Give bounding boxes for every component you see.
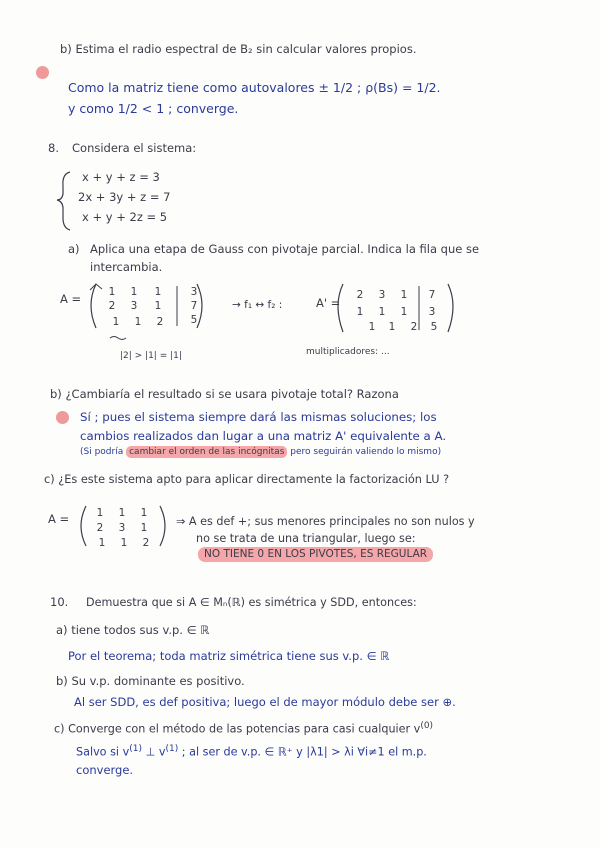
system-eq-1: x + y + z = 3 (82, 170, 160, 184)
question-10-number: 10. (50, 595, 69, 609)
highlight-unknowns: cambiar el orden de las incógnitas (126, 446, 287, 458)
question-10-title: Demuestra que si A ∈ Mₙ(ℝ) es simétrica y SDD, entonces: (86, 596, 417, 609)
answer-10c-part1: Salvo si v (76, 745, 130, 759)
matrix-A-cell: 2 (156, 316, 164, 328)
answer-8c-line2: no se trata de una triangular, luego se: (196, 532, 416, 545)
question-10c-prompt (54, 722, 433, 735)
superscript-0: (0) (420, 721, 434, 731)
matrix-A-label: A = (60, 292, 82, 306)
row-swap-note: → f₁ ↔ f₂ : (232, 299, 283, 311)
matrix-A-cell: 1 (154, 300, 162, 312)
answer-8b-line1: Sí ; pues el sistema siempre dará las mismas soluciones; los (80, 410, 437, 424)
matrix-A-cell: 1 (108, 286, 116, 298)
matrix-Ap-cell: 3 (428, 306, 436, 318)
matrix-Ap-cell: 2 (356, 289, 364, 301)
matrix-A-c-cell: 1 (98, 537, 106, 549)
matrix-A-cell: 3 (130, 300, 138, 312)
matrix-Ap-cell: 1 (400, 289, 408, 301)
question-8b-prompt: b) ¿Cambiaría el resultado si se usara pivotaje total? Razona (50, 387, 399, 401)
question-8a-label: a) (68, 242, 80, 256)
question-10c-text: c) Converge con el método de las potencias para casi cualquier v (54, 722, 421, 736)
answer-8b-line2: cambios realizados dan lugar a una matriz A' equivalente a A. (80, 429, 447, 443)
matrix-Ap-cell: 7 (428, 289, 436, 301)
matrix-A-label-c: A = (48, 512, 70, 526)
matrix-A-c-cell: 3 (118, 522, 126, 534)
matrix-A-cell: 1 (130, 286, 138, 298)
matrix-A-c-cell: 1 (140, 507, 148, 519)
pivot-abs-note: |2| > |1| = |1| (120, 351, 182, 361)
matrix-A-cell: 3 (190, 286, 198, 298)
question-8a-text1: Aplica una etapa de Gauss con pivotaje parcial. Indica la fila que se (90, 242, 480, 256)
matrix-Ap-cell: 1 (400, 306, 408, 318)
matrix-A-c-cell: 1 (118, 507, 126, 519)
matrix-A-cell: 1 (134, 316, 142, 328)
matrix-Ap-cell: 5 (430, 321, 438, 333)
answer-7b-line1: Como la matriz tiene como autovalores ± 1/2 ; ρ(Bs) = 1/2. (68, 80, 441, 95)
question-8c-prompt: c) ¿Es este sistema apto para aplicar directamente la factorización LU ? (44, 473, 450, 486)
matrix-Ap-cell: 3 (378, 289, 386, 301)
system-eq-3: x + y + 2z = 5 (82, 210, 168, 224)
multipliers-note: multiplicadores: ... (306, 347, 390, 357)
question-7b-prompt: b) Estima el radio espectral de B₂ sin calcular valores propios. (60, 42, 417, 56)
answer-8c-line1: ⇒ A es def +; sus menores principales no son nulos y (176, 515, 475, 528)
matrix-Ap-cell: 2 (410, 321, 418, 333)
question-10a-prompt: a) tiene todos sus v.p. ∈ ℝ (56, 623, 210, 637)
matrix-A-cell: 7 (190, 300, 198, 312)
question-8-number: 8. (48, 141, 59, 155)
matrix-Ap-cell: 1 (388, 321, 396, 333)
matrix-A-c-cell: 1 (96, 507, 104, 519)
matrix-A-c-cell: 1 (140, 522, 148, 534)
answer-10c-part3: ; al ser de v.p. ∈ ℝ⁺ y |λ1| > λi ∀i≠1 el m.p. (181, 745, 427, 759)
answer-10c-line2: converge. (76, 763, 134, 777)
matrix-Ap-cell: 1 (356, 306, 364, 318)
regular-conclusion: NO TIENE 0 EN LOS PIVOTES, ES REGULAR (198, 547, 433, 562)
matrix-A-prime-label: A' = (316, 296, 341, 310)
matrix-A-cell: 5 (190, 314, 198, 326)
answer-7b-line2: y como 1/2 < 1 ; converge. (68, 101, 239, 116)
question-8a-text2: intercambia. (90, 260, 163, 274)
matrix-A-cell: 1 (112, 316, 120, 328)
superscript-1b: (1) (165, 744, 179, 754)
answer-10c-part2: ⊥ v (145, 745, 166, 759)
answer-10c-line1 (76, 745, 427, 758)
matrix-A-cell: 1 (154, 286, 162, 298)
matrix-A-c-cell: 1 (120, 537, 128, 549)
answer-10b: Al ser SDD, es def positiva; luego el de mayor módulo debe ser ⊕. (74, 695, 456, 709)
matrix-A-cell: 2 (108, 300, 116, 312)
question-8-title: Considera el sistema: (72, 141, 197, 155)
note-suffix: pero seguirán valiendo lo mismo) (290, 447, 442, 457)
matrix-A-c-cell: 2 (142, 537, 150, 549)
answer-10a: Por el teorema; toda matriz simétrica tiene sus v.p. ∈ ℝ (68, 649, 390, 663)
superscript-1a: (1) (129, 744, 142, 754)
note-prefix: (Si podría (80, 447, 124, 457)
matrix-Ap-cell: 1 (378, 306, 386, 318)
matrix-A-c-cell: 2 (96, 522, 104, 534)
system-eq-2: 2x + 3y + z = 7 (78, 190, 171, 204)
question-10b-prompt: b) Su v.p. dominante es positivo. (56, 674, 245, 688)
matrix-Ap-cell: 1 (368, 321, 376, 333)
